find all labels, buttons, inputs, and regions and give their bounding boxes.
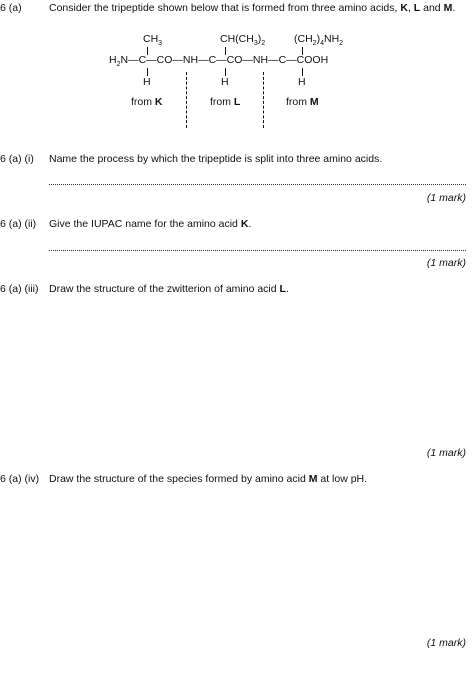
mark-allocation: (1 mark) — [426, 257, 466, 269]
question-number: 6 (a) — [0, 2, 22, 14]
question-text: Draw the structure of the species formed by amino acid M at low pH. — [49, 473, 368, 485]
substituent-l: $CH(CH_3)_2$ — [220, 33, 266, 48]
label-from-m: from M — [286, 96, 319, 108]
substituent-k: $CH_3$ — [143, 33, 163, 48]
substituent-m: $(CH_2)_4NH_2$ — [294, 33, 344, 48]
bond-line — [302, 68, 303, 76]
question-text: Name the process by which the tripeptide is split into three amino acids. — [49, 153, 383, 165]
answer-line[interactable] — [49, 250, 466, 251]
question-text: Give the IUPAC name for the amino acid K. — [49, 218, 252, 230]
question-number: 6 (a) (iv) — [0, 473, 40, 485]
bond-line — [147, 68, 148, 76]
question-text: Draw the structure of the zwitterion of amino acid L. — [49, 283, 289, 295]
hydrogen-m: H — [298, 76, 306, 88]
question-number: 6 (a) (ii) — [0, 218, 37, 230]
question-text: Consider the tripeptide shown below that is formed from three amino acids, K, L and M. — [49, 2, 456, 14]
question-number: 6 (a) (iii) — [0, 283, 39, 295]
answer-line[interactable] — [49, 184, 466, 185]
drawing-area[interactable] — [49, 490, 466, 630]
main-chain: $H_2N—C—CO—NH—C—CO—NH—C—COOH$ — [109, 54, 329, 69]
question-number: 6 (a) (i) — [0, 153, 34, 165]
divider-dashed — [186, 72, 187, 128]
mark-allocation: (1 mark) — [426, 447, 466, 459]
label-from-k: from K — [131, 96, 163, 108]
hydrogen-k: H — [143, 76, 151, 88]
mark-allocation: (1 mark) — [426, 637, 466, 649]
mark-allocation: (1 mark) — [426, 192, 466, 204]
bond-line — [225, 68, 226, 76]
label-from-l: from L — [210, 96, 241, 108]
hydrogen-l: H — [221, 76, 229, 88]
divider-dashed — [263, 72, 264, 128]
drawing-area[interactable] — [49, 300, 466, 440]
